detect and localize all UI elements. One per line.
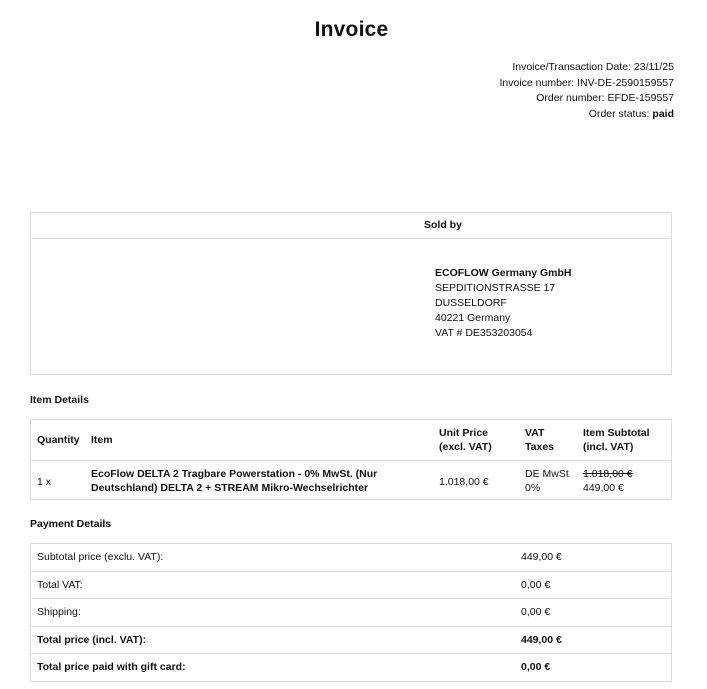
payment-label: Shipping:	[37, 606, 81, 619]
payment-row-gift-card	[31, 654, 671, 681]
seller-street: SEPDITIONSTRASSE 17	[435, 282, 556, 294]
payment-details-table	[30, 543, 672, 682]
col-vat-line2: Taxes	[525, 441, 554, 453]
sold-by-box	[30, 212, 672, 375]
payment-row-total	[31, 627, 671, 655]
col-item: Item	[91, 434, 113, 446]
seller-address	[435, 266, 572, 341]
invoice-title: Invoice	[314, 18, 389, 41]
seller-vat: VAT # DE353203054	[435, 327, 533, 339]
row-vat-line2: 0%	[525, 482, 541, 494]
payment-row	[31, 572, 671, 600]
col-vat-line1: VAT	[525, 427, 545, 439]
row-item-name	[91, 467, 377, 495]
payment-value: 449,00 €	[521, 551, 562, 563]
col-quantity: Quantity	[37, 434, 80, 446]
row-subtotal	[583, 467, 633, 495]
invoice-number: Invoice number: INV-DE-2590159557	[499, 76, 674, 89]
col-item-subtotal	[583, 426, 650, 454]
payment-row	[31, 599, 671, 627]
invoice-date: Invoice/Transaction Date: 23/11/25	[512, 61, 674, 73]
col-vat	[525, 426, 554, 454]
payment-value: 0,00 €	[521, 578, 551, 591]
seller-name: ECOFLOW Germany GmbH	[435, 267, 572, 279]
payment-value: 0,00 €	[521, 606, 551, 619]
payment-value: 449,00 €	[521, 633, 562, 646]
payment-label: Total VAT:	[37, 578, 83, 591]
payment-label: Subtotal price (exclu. VAT):	[37, 551, 164, 563]
item-details-table	[30, 419, 672, 500]
col-subtotal-line2: (incl. VAT)	[583, 441, 634, 453]
row-vat	[525, 467, 569, 495]
payment-value: 0,00 €	[521, 661, 551, 674]
item-details-heading: Item Details	[30, 394, 89, 406]
order-number: Order number: EFDE-159557	[536, 92, 674, 104]
row-vat-line1: DE MwSt	[525, 468, 569, 480]
payment-details-heading: Payment Details	[30, 518, 112, 530]
row-item-line1: EcoFlow DELTA 2 Tragbare Powerstation - 0% MwSt. (Nur	[91, 468, 378, 480]
table-header-row	[31, 420, 671, 461]
row-subtotal-final: 449,00 €	[583, 482, 624, 494]
col-unit-price-line2: (excl. VAT)	[439, 441, 492, 453]
order-status-label: Order status:	[588, 107, 650, 120]
payment-label: Total price paid with gift card:	[37, 661, 186, 674]
col-unit-price	[439, 426, 492, 454]
row-subtotal-original: 1.018,00 €	[583, 468, 633, 480]
payment-label: Total price (incl. VAT):	[37, 633, 147, 646]
sold-by-heading: Sold by	[424, 219, 462, 231]
row-unit-price: 1.018,00 €	[439, 476, 489, 488]
order-status	[499, 107, 674, 123]
row-item-line2: Deutschland) DELTA 2 + STREAM Mikro-Wechselrichter	[91, 482, 369, 494]
row-quantity: 1 x	[37, 476, 52, 488]
sold-by-header	[31, 213, 671, 239]
seller-postal-country: 40221 Germany	[435, 312, 511, 324]
invoice-meta	[499, 60, 674, 122]
order-status-value: paid	[652, 107, 674, 120]
col-subtotal-line1: Item Subtotal	[583, 427, 650, 439]
col-unit-price-line1: Unit Price	[439, 427, 489, 439]
seller-city: DUSSELDORF	[435, 297, 507, 309]
payment-row	[31, 544, 671, 572]
